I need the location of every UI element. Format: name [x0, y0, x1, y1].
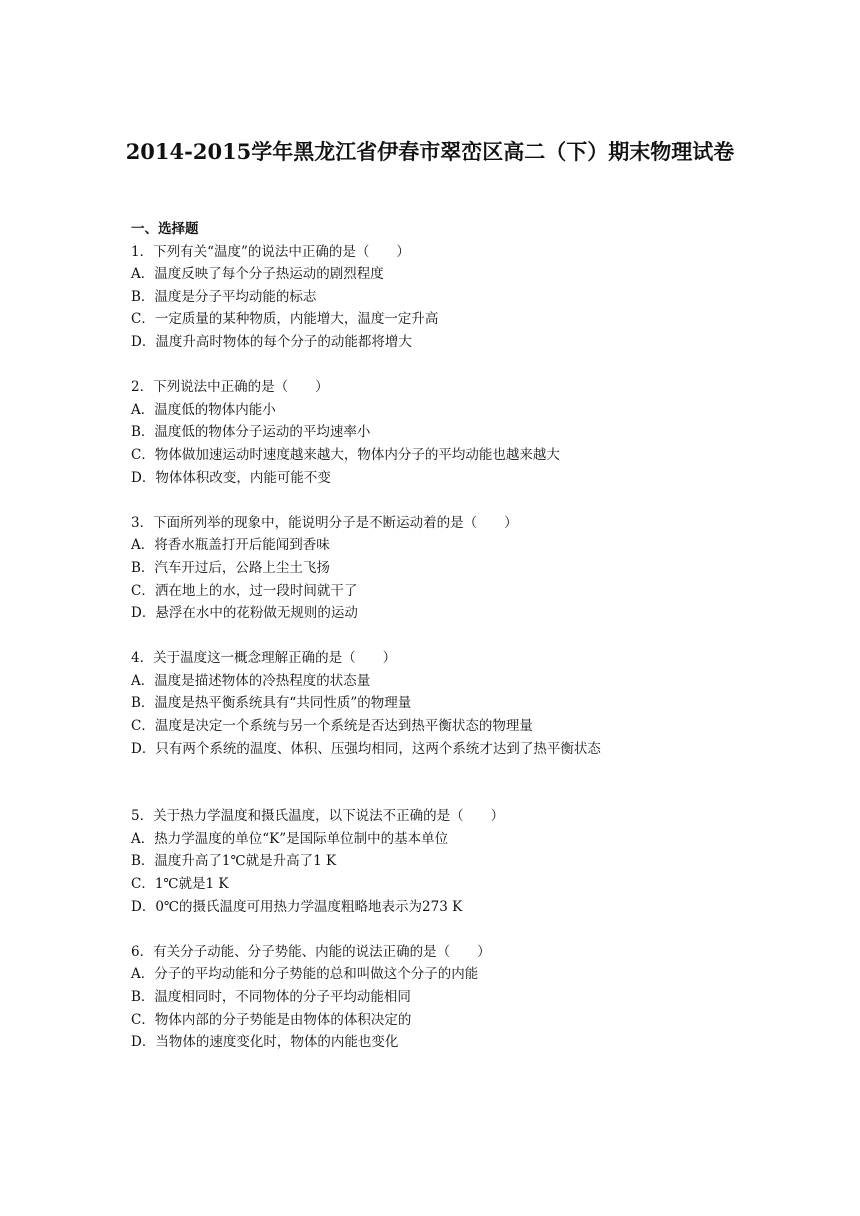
option-c: C．一定质量的某种物质，内能增大，温度一定升高 [131, 311, 439, 328]
question-stem: 4．关于温度这一概念理解正确的是（ ） [131, 650, 397, 667]
option-a: A．将香水瓶盖打开后能闻到香味 [131, 537, 330, 554]
question-stem: 2．下列说法中正确的是（ ） [131, 379, 329, 396]
option-b: B．汽车开过后，公路上尘土飞扬 [131, 559, 330, 576]
option-a: A．温度低的物体内能小 [131, 401, 276, 418]
option-d: D．悬浮在水中的花粉做无规则的运动 [131, 605, 358, 622]
option-a: A．热力学温度的单位“K”是国际单位制中的基本单位 [131, 830, 449, 847]
question-5 [131, 805, 771, 918]
option-b: B．温度升高了1℃就是升高了1 K [131, 853, 337, 870]
option-c: C．温度是决定一个系统与另一个系统是否达到热平衡状态的物理量 [131, 718, 533, 735]
option-d: D．当物体的速度变化时，物体的内能也变化 [131, 1034, 399, 1051]
option-a: A．温度是描述物体的冷热程度的状态量 [131, 672, 371, 689]
option-b: B．温度是热平衡系统具有“共同性质”的物理量 [131, 695, 412, 712]
question-6 [131, 941, 771, 1054]
option-c: C．洒在地上的水，过一段时间就干了 [131, 582, 358, 599]
option-a: A．温度反映了每个分子热运动的剧烈程度 [131, 266, 384, 283]
option-d: D．只有两个系统的温度、体积、压强均相同，这两个系统才达到了热平衡状态 [131, 740, 601, 757]
question-stem: 3．下面所列举的现象中，能说明分子是不断运动着的是（ ） [131, 514, 518, 531]
option-c: C．物体内部的分子势能是由物体的体积决定的 [131, 1011, 412, 1028]
question-1 [131, 241, 771, 354]
option-b: B．温度相同时，不同物体的分子平均动能相同 [131, 989, 411, 1005]
page-title: 2014-2015学年黑龙江省伊春市翠峦区高二（下）期末物理试卷 [125, 139, 735, 164]
exam-content [131, 218, 771, 1054]
option-a: A．分子的平均动能和分子势能的总和叫做这个分子的内能 [131, 966, 479, 983]
option-d: D．温度升高时物体的每个分子的动能都将增大 [131, 333, 412, 350]
question-spacer [131, 625, 771, 648]
question-spacer [131, 489, 771, 512]
question-spacer [131, 760, 771, 805]
option-b: B．温度低的物体分子运动的平均速率小 [131, 424, 371, 441]
option-b: B．温度是分子平均动能的标志 [131, 288, 317, 305]
question-3 [131, 512, 771, 625]
question-spacer [131, 918, 771, 941]
question-stem: 6．有关分子动能、分子势能、内能的说法正确的是（ ） [131, 943, 491, 960]
question-2 [131, 376, 771, 489]
option-d: D．0℃的摄氏温度可用热力学温度粗略地表示为273 K [131, 898, 463, 915]
option-c: C．物体做加速运动时速度越来越大，物体内分子的平均动能也越来越大 [131, 446, 560, 463]
question-spacer [131, 354, 771, 377]
question-stem: 1．下列有关“温度”的说法中正确的是（ ） [131, 243, 410, 260]
question-4 [131, 647, 771, 760]
option-c: C．1℃就是1 K [131, 876, 229, 893]
option-d: D．物体体积改变，内能可能不变 [131, 469, 331, 486]
question-stem: 5．关于热力学温度和摄氏温度，以下说法不正确的是（ ） [131, 808, 505, 825]
section-heading: 一、选择题 [131, 221, 199, 237]
